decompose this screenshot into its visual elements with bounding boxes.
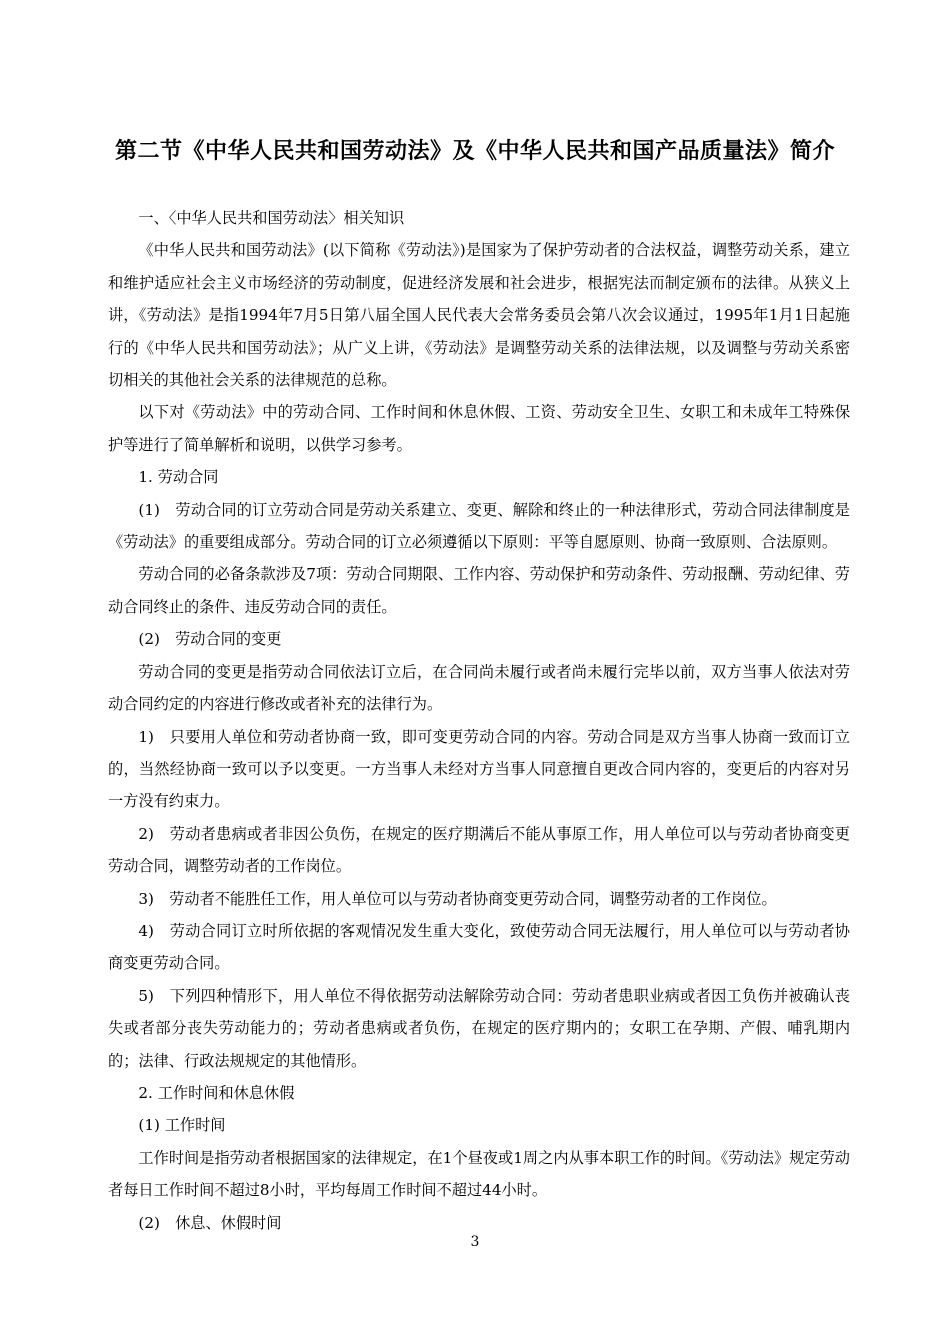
- body-text: [108, 202, 850, 1239]
- paragraph-contract-conclusion: (1) 劳动合同的订立劳动合同是劳动关系建立、变更、解除和终止的一种法律形式，劳动合同法律制度是《劳动法》的重要组成部分。劳动合同的订立必须遵循以下原则：平等自愿原则、协商一致原则、合法原则。: [108, 500, 850, 552]
- list-item-change-1: 1) 只要用人单位和劳动者协商一致，即可变更劳动合同的内容。劳动合同是双方当事人协商一致而订立的，当然经协商一致可以予以变更。一方当事人未经对方当事人同意擅自更改合同内容的，变更后的内容对另一方没有约束力。: [108, 727, 850, 811]
- heading-labor-contract: 1. 劳动合同: [138, 468, 219, 487]
- subheading-rest-time: (2) 休息、休假时间: [138, 1213, 282, 1232]
- paragraph-overview: 以下对《劳动法》中的劳动合同、工作时间和休息休假、工资、劳动安全卫生、女职工和未成年工特殊保护等进行了简单解析和说明，以供学习参考。: [108, 403, 850, 454]
- subheading-working-hours: (1) 工作时间: [138, 1116, 226, 1135]
- section-title: 第二节《中华人民共和国劳动法》及《中华人民共和国产品质量法》简介: [114, 139, 835, 164]
- paragraph-working-hours: 工作时间是指劳动者根据国家的法律规定，在1个昼夜或1周之内从事本职工作的时间。《劳动法》规定劳动者每日工作时间不超过8小时，平均每周工作时间不超过44小时。: [108, 1148, 850, 1200]
- list-item-change-5: 5) 下列四种情形下，用人单位不得依据劳动法解除劳动合同：劳动者患职业病或者因工负伤并被确认丧失或者部分丧失劳动能力的；劳动者患病或者负伤，在规定的医疗期内的；女职工在孕期、产假、哺乳期内的；法律、行政法规规定的其他情形。: [108, 986, 850, 1070]
- paragraph-change-definition: 劳动合同的变更是指劳动合同依法订立后，在合同尚未履行或者尚未履行完毕以前，双方当事人依法对劳动合同约定的内容进行修改或者补充的法律行为。: [108, 662, 850, 714]
- paragraph-required-clauses: 劳动合同的必备条款涉及7项：劳动合同期限、工作内容、劳动保护和劳动条件、劳动报酬、劳动纪律、劳动合同终止的条件、违反劳动合同的责任。: [108, 565, 850, 616]
- list-item-change-2: 2) 劳动者患病或者非因公负伤，在规定的医疗期满后不能从事原工作，用人单位可以与劳动者协商变更劳动合同，调整劳动者的工作岗位。: [108, 824, 850, 876]
- heading-working-time: 2. 工作时间和休息休假: [138, 1083, 295, 1102]
- list-item-change-4: 4) 劳动合同订立时所依据的客观情况发生重大变化，致使劳动合同无法履行，用人单位可以与劳动者协商变更劳动合同。: [108, 921, 850, 973]
- heading-labor-law: 一、〈中华人民共和国劳动法〉相关知识: [138, 209, 405, 227]
- page-number: 3: [470, 1234, 480, 1250]
- heading-contract-change: (2) 劳动合同的变更: [138, 630, 282, 649]
- paragraph-labor-law-definition: 《中华人民共和国劳动法》(以下简称《劳动法》)是国家为了保护劳动者的合法权益，调整劳动关系，建立和维护适应社会主义市场经济的劳动制度，促进经济发展和社会进步，根据宪法而制定颁布的法律。从狭义上讲，《劳动法》是指1994年7月5日第八届全国人民代表大会常务委员会第八次会议通过，1995年1月1日起施行的《中华人民共和国劳动法》；从广义上讲，《劳动法》是调整劳动关系的法律法规，以及调整与劳动关系密切相关的其他社会关系的法律规范的总称。: [108, 241, 850, 390]
- list-item-change-3: 3) 劳动者不能胜任工作，用人单位可以与劳动者协商变更劳动合同，调整劳动者的工作岗位。: [138, 889, 777, 908]
